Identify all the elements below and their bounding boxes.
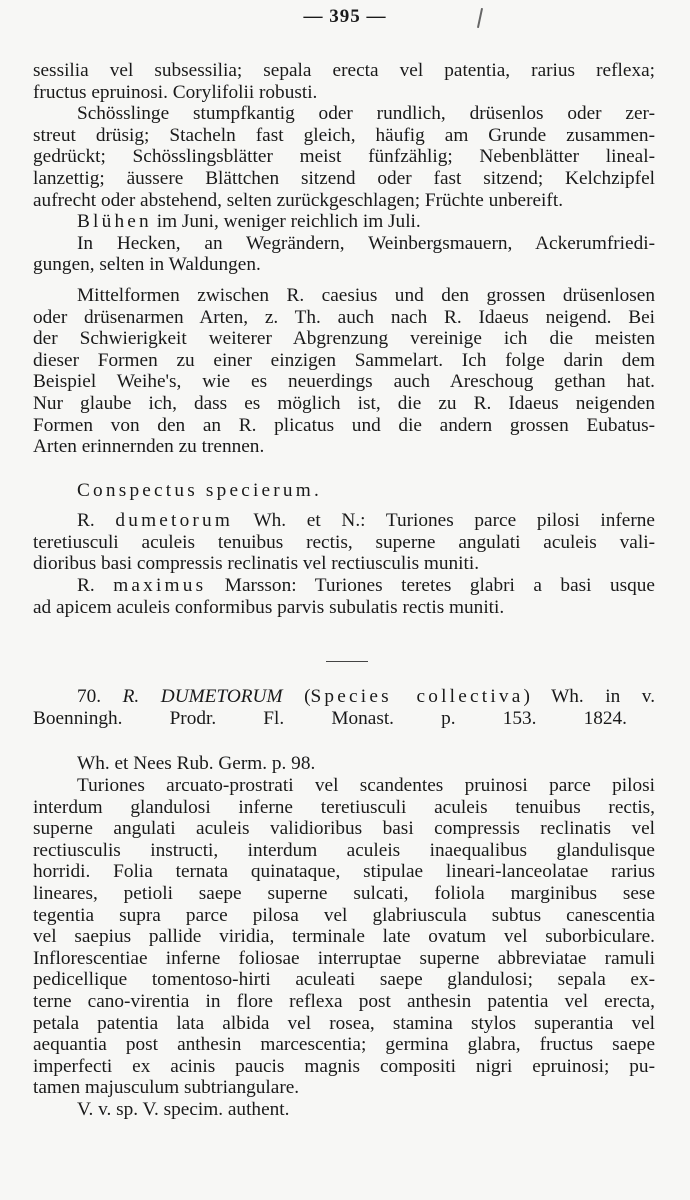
text-line: tamen majusculum subtriangulare. [33, 1077, 300, 1099]
paragraph-description-la [33, 775, 655, 1099]
text-segment: Blühen [77, 211, 152, 233]
text-line: aequantia post anthesin marcescentia; germina glabra, fructus saepe [33, 1034, 655, 1056]
text-line: rectiusculis instructi, interdum aculeis inaequalibus glandulisque [33, 839, 655, 861]
paragraph-continuation [33, 60, 655, 103]
paragraph-remarks [33, 285, 655, 458]
section-divider [326, 661, 368, 662]
text-line: petala patentia lata albida vel rosea, stamina stylos superantia vel [33, 1012, 655, 1034]
text-line: pedicellique tomentoso-hirti aculeati saepe glandulosi; sepala ex- [33, 969, 655, 991]
text-line: lanzettig; äussere Blättchen sitzend oder fast sitzend; Kelchzipfel [33, 167, 655, 189]
text-line: horridi. Folia ternata quinataque, stipulae lineari-lanceolatae rarius [33, 861, 655, 883]
text-line: dioribus basi compressis reclinatis vel rectiusculis muniti. [33, 553, 480, 575]
text-line: terne cano-virentia in flore reflexa post anthesin patentia vel erecta, [33, 990, 655, 1012]
paragraph-bloom [33, 211, 655, 233]
paragraph-conspectus-maximus [33, 575, 655, 618]
text-line: sessilia vel subsessilia; sepala erecta vel patentia, rarius reflexa; [33, 60, 655, 81]
paragraph-conspectus-heading [33, 480, 655, 502]
page-body [33, 60, 655, 1121]
text-segment: Boenningh. Prodr. Fl. Monast. p. 153. [33, 707, 537, 729]
paragraph-description-de [33, 103, 655, 211]
text-line [33, 480, 655, 502]
text-segment: 70. [77, 686, 123, 708]
text-line: In Hecken, an Wegrändern, Weinbergsmauern, Ackerumfriedi- [77, 232, 655, 254]
text-line: der Schwierigkeit weiterer Abgrenzung vereinige ich die meisten [33, 328, 655, 350]
text-line: ad apicem aculeis conformibus parvis subulatis rectis muniti. [33, 596, 505, 618]
text-line: gedrückt; Schösslingsblätter meist fünfzählig; Nebenblätter lineal- [33, 146, 655, 168]
text-line: interdum glandulosi inferne teretiusculi aculeis tenuibus rectis, [33, 796, 655, 818]
text-line: oder drüsenarmen Arten, z. Th. auch nach R. Idaeus neigend. Bei [33, 306, 655, 328]
year-text: 1824. [583, 707, 627, 729]
text-line: streut drüsig; Stacheln fast gleich, häufig am Grunde zusammen- [33, 124, 655, 146]
text-line: Turiones arcuato-prostrati vel scandentes pruinosi parce pilosi [77, 775, 655, 797]
text-line: Nur glaube ich, dass es möglich ist, die zu R. Idaeus neigenden [33, 392, 655, 414]
text-line [33, 708, 655, 730]
text-line: Formen von den an R. plicatus und die andern grossen Eubatus- [33, 414, 655, 436]
paragraph-habitat [33, 233, 655, 276]
text-line: Wh. et Nees Rub. Germ. p. 98. [77, 753, 316, 775]
text-line: dieser Formen zu einer einzigen Sammelart. Ich folge darin dem [33, 349, 655, 371]
text-line [33, 575, 655, 597]
paragraph-seen [33, 1099, 655, 1121]
text-line: teretiusculi aculeis tenuibus rectis, superne angulati aculeis vali- [33, 531, 655, 553]
text-line: Inflorescentiae inferne foliosae interruptae superne abbreviatae ramuli [33, 947, 655, 969]
text-line: Mittelformen zwischen R. caesius und den grossen drüsenlosen [77, 284, 655, 306]
text-segment: R. [77, 575, 114, 597]
text-segment: ( [282, 686, 311, 708]
text-line [33, 686, 655, 708]
text-segment: ) Wh. in v. [523, 686, 656, 708]
text-segment: Marsson: Turiones teretes glabri a basi usque [206, 575, 655, 597]
text-segment: Wh. et N.: Turiones parce pilosi inferne [233, 510, 655, 532]
text-segment: R. DUMETORUM [122, 686, 283, 708]
text-line: vel saepius pallide viridia, terminale late ovatum vel suborbiculare. [33, 926, 655, 948]
text-segment: dumetorum [115, 510, 234, 532]
text-line: aufrecht oder abstehend, selten zurückgeschlagen; Früchte unbereift. [33, 189, 564, 211]
text-line: lineares, petioli saepe superne sulcati, foliola marginibus sese [33, 883, 655, 904]
text-line: superne angulati aculeis validioribus basi compressis reclinatis vel [33, 818, 655, 840]
text-line: imperfecti ex acinis paucis magnis compositi nigri epruinosi; pu- [33, 1055, 655, 1077]
text-segment: maximus [113, 575, 207, 597]
text-line: fructus epruinosi. Corylifolii robusti. [33, 81, 318, 103]
text-segment: Conspectus specierum. [77, 479, 322, 501]
text-line [33, 211, 655, 233]
page-number-header: — 395 — [303, 6, 387, 27]
text-segment: R. [77, 510, 116, 532]
text-line: Beispiel Weihe's, wie es neuerdings auch Areschoug gethan hat. [33, 371, 655, 393]
text-segment: im Juni, weniger reichlich im Juli. [151, 211, 421, 233]
text-line [33, 510, 655, 532]
paragraph-species-heading [33, 686, 655, 729]
paragraph-synonym [33, 753, 655, 775]
text-segment: Species collectiva [310, 686, 524, 708]
paragraph-conspectus-dumetorum [33, 510, 655, 575]
text-line: Arten erinnernden zu trennen. [33, 436, 265, 458]
text-line: V. v. sp. V. specim. authent. [77, 1098, 290, 1120]
text-line: Schösslinge stumpfkantig oder rundlich, drüsenlos oder zer- [77, 103, 655, 125]
text-line: gungen, selten in Waldungen. [33, 254, 261, 276]
text-line: tegentia supra parce pilosa vel glabriuscula subtus canescentia [33, 904, 655, 926]
